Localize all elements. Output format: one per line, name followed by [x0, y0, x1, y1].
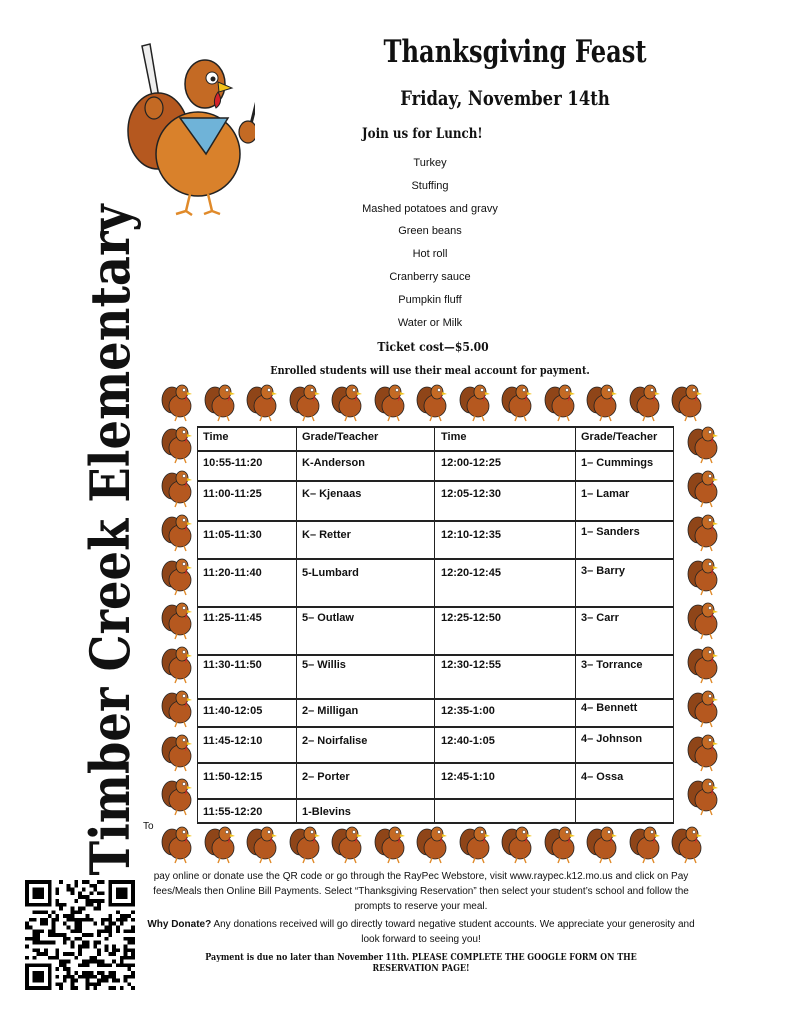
table-cell: 5-Lumbard	[302, 567, 359, 579]
table-row-divider	[197, 762, 674, 764]
small-turkey-icon	[628, 824, 664, 864]
small-turkey-icon	[686, 424, 722, 464]
table-cell: 3– Torrance	[581, 659, 643, 671]
table-cell: 12:35-1:00	[441, 705, 495, 717]
schedule-table	[197, 426, 674, 824]
table-cell: 2– Milligan	[302, 705, 359, 717]
small-turkey-icon	[670, 824, 706, 864]
table-cell: 5– Outlaw	[302, 612, 354, 624]
small-turkey-icon	[288, 382, 324, 422]
table-cell: 12:20-12:45	[441, 567, 501, 579]
small-turkey-icon	[628, 382, 664, 422]
table-cell: 4– Bennett	[581, 702, 638, 714]
small-turkey-icon	[686, 644, 722, 684]
table-cell: 1– Sanders	[581, 526, 640, 538]
small-turkey-icon	[160, 824, 196, 864]
menu-item: Green beans	[398, 225, 462, 238]
donate-label: Why Donate?	[147, 919, 212, 930]
small-turkey-icon	[160, 556, 196, 596]
table-cell: 12:00-12:25	[441, 457, 501, 469]
small-turkey-icon	[245, 382, 281, 422]
table-row-divider	[197, 726, 674, 728]
small-turkey-icon	[288, 824, 324, 864]
small-turkey-icon	[330, 824, 366, 864]
table-cell: 12:25-12:50	[441, 612, 501, 624]
table-row-divider	[197, 520, 674, 522]
table-cell: 1– Lamar	[581, 488, 630, 500]
menu-list	[330, 152, 530, 334]
small-turkey-icon	[458, 824, 494, 864]
join-lunch-heading: Join us for Lunch!	[362, 126, 483, 142]
small-turkey-icon	[160, 382, 196, 422]
menu-item: Cranberry sauce	[389, 270, 471, 283]
small-turkey-icon	[160, 468, 196, 508]
menu-item: Turkey	[413, 157, 447, 169]
small-turkey-icon	[203, 382, 239, 422]
table-cell: 11:30-11:50	[203, 659, 262, 671]
table-cell: 4– Johnson	[581, 733, 643, 745]
small-turkey-icon	[686, 556, 722, 596]
table-row-divider	[197, 426, 674, 428]
small-turkey-icon	[686, 468, 722, 508]
table-cell: 4– Ossa	[581, 771, 624, 783]
table-column-divider	[575, 426, 576, 824]
small-turkey-icon	[585, 824, 621, 864]
small-turkey-icon	[543, 824, 579, 864]
small-turkey-icon	[160, 512, 196, 552]
small-turkey-icon	[160, 644, 196, 684]
small-turkey-icon	[686, 732, 722, 772]
small-turkey-icon	[373, 382, 409, 422]
table-row-divider	[197, 822, 674, 824]
turkey-illustration-icon	[120, 36, 255, 216]
payment-instructions: pay online or donate use the QR code or go through the RayPec Webstore, visit www.raypec.k12.mo.us and click on Pay fees/Meals then Online Bill Payments. Select “Thanksgiving Reservation” then select your student’s school and follow the prompts to reserve your meal.	[153, 871, 689, 912]
table-cell: K– Retter	[302, 529, 351, 541]
small-turkey-icon	[160, 600, 196, 640]
table-cell: 11:20-11:40	[203, 567, 262, 579]
to-label: To	[143, 821, 154, 832]
table-cell: 11:50-12:15	[203, 771, 263, 783]
donate-text: Any donations received will go directly toward negative student accounts. We appreciate your generosity and look forward to seeing you!	[211, 919, 695, 945]
small-turkey-icon	[415, 824, 451, 864]
small-turkey-icon	[686, 512, 722, 552]
table-cell: 1– Cummings	[581, 457, 654, 469]
table-cell: 11:00-11:25	[203, 488, 262, 500]
table-header-cell: Time	[203, 431, 229, 443]
small-turkey-icon	[670, 382, 706, 422]
small-turkey-icon	[686, 776, 722, 816]
table-cell: 11:55-12:20	[203, 806, 263, 818]
table-column-divider	[673, 426, 674, 824]
small-turkey-icon	[245, 824, 281, 864]
payment-due-note: Payment is due no later than November 11th. PLEASE COMPLETE THE GOOGLE FORM ON THE RESERVATION PAGE!	[205, 952, 637, 974]
small-turkey-icon	[458, 382, 494, 422]
table-cell: 3– Barry	[581, 565, 626, 577]
page-title: Thanksgiving Feast	[383, 34, 647, 70]
table-header-cell: Grade/Teacher	[581, 431, 658, 443]
qr-code-icon[interactable]	[22, 880, 138, 990]
table-row-divider	[197, 606, 674, 608]
table-cell: K– Kjenaas	[302, 488, 362, 500]
small-turkey-icon	[203, 824, 239, 864]
small-turkey-icon	[585, 382, 621, 422]
table-row-divider	[197, 450, 674, 452]
table-header-cell: Time	[441, 431, 467, 443]
table-cell: 12:40-1:05	[441, 735, 495, 747]
table-row-divider	[197, 558, 674, 560]
ticket-cost: Ticket cost—$5.00	[377, 340, 489, 354]
small-turkey-icon	[686, 688, 722, 728]
table-column-divider	[434, 426, 435, 824]
small-turkey-icon	[543, 382, 579, 422]
table-cell: 11:05-11:30	[203, 529, 262, 541]
event-date: Friday, November 14th	[400, 86, 610, 110]
menu-item: Stuffing	[411, 179, 449, 192]
table-column-divider	[197, 426, 198, 824]
table-cell: 3– Carr	[581, 612, 619, 624]
small-turkey-icon	[160, 688, 196, 728]
table-cell: K-Anderson	[302, 457, 365, 469]
table-cell: 2– Noirfalise	[302, 735, 368, 747]
table-cell: 11:25-11:45	[203, 612, 262, 624]
small-turkey-icon	[160, 776, 196, 816]
menu-item: Water or Milk	[397, 316, 463, 329]
table-header-cell: Grade/Teacher	[302, 431, 379, 443]
menu-item: Hot roll	[412, 248, 448, 261]
table-row-divider	[197, 698, 674, 700]
small-turkey-icon	[160, 732, 196, 772]
small-turkey-icon	[160, 424, 196, 464]
table-cell: 11:45-12:10	[203, 735, 263, 747]
table-cell: 12:05-12:30	[441, 488, 501, 500]
menu-item: Pumpkin fluff	[398, 293, 462, 306]
table-cell: 12:45-1:10	[441, 771, 495, 783]
enrolled-students-note: Enrolled students will use their meal account for payment.	[270, 364, 590, 377]
table-cell: 1-Blevins	[302, 806, 351, 818]
table-cell: 2– Porter	[302, 771, 350, 783]
school-name-vertical: Timber Creek Elementary	[78, 204, 142, 876]
table-row-divider	[197, 654, 674, 656]
small-turkey-icon	[500, 382, 536, 422]
small-turkey-icon	[373, 824, 409, 864]
small-turkey-icon	[686, 600, 722, 640]
donate-paragraph	[146, 917, 696, 947]
table-column-divider	[296, 426, 297, 824]
table-cell: 12:30-12:55	[441, 659, 501, 671]
small-turkey-icon	[330, 382, 366, 422]
small-turkey-icon	[415, 382, 451, 422]
small-turkey-icon	[500, 824, 536, 864]
table-cell: 10:55-11:20	[203, 457, 263, 469]
table-cell: 11:40-12:05	[203, 705, 263, 717]
table-row-divider	[197, 480, 674, 482]
table-cell: 5– Willis	[302, 659, 346, 671]
table-cell: 12:10-12:35	[441, 529, 501, 541]
menu-item: Mashed potatoes and gravy	[362, 202, 498, 215]
table-row-divider	[197, 798, 674, 800]
